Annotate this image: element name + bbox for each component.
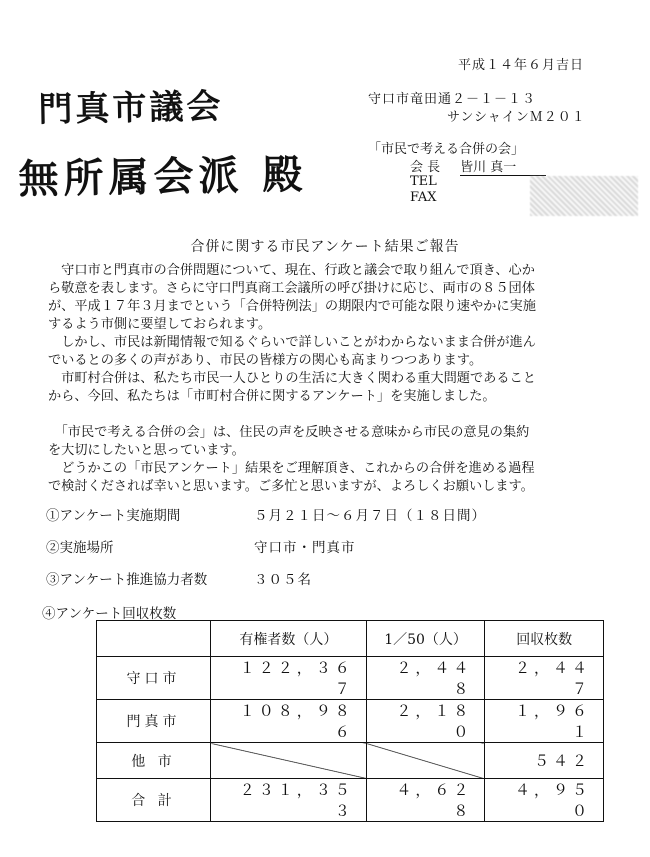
cell-fraction: ２，４４８ [366, 657, 485, 700]
body-line: ら敬意を表します。さらに守口門真商工会議所の呼び掛けに応じ、両市の８５団体 [48, 281, 535, 296]
survey-item-period [46, 504, 486, 524]
table-header-row [97, 621, 604, 657]
row-label: 門真市 [97, 700, 211, 743]
body-line: 「市民で考える合併の会」は、住民の声を反映させる意味から市民の意見の集約 [48, 425, 530, 440]
cell-voters-empty [211, 743, 367, 779]
body-line: 市町村合併は、私たち市民一人ひとりの生活に大きく関わる重大問題であること [48, 371, 536, 386]
addressee-line1: 門真市議会 [38, 86, 224, 130]
body-line: するよう市側に要望しておられます。 [48, 317, 272, 332]
column-header-collected: 回収枚数 [485, 621, 604, 657]
item-value: ３０５名 [254, 572, 312, 588]
row-label: 他 市 [97, 743, 211, 779]
sender-organization: 「市民で考える合併の会」 [368, 142, 525, 157]
cell-fraction: ４，６２８ [366, 779, 485, 822]
item-label: ④アンケート回収枚数 [42, 606, 177, 622]
chair-row [410, 156, 546, 176]
item-label: ③アンケート推進協力者数 [46, 572, 208, 588]
cell-voters: １２２，３６７ [211, 657, 367, 700]
body-line: で検討くだされば幸いと思います。ご多忙と思いますが、よろしくお願いします。 [48, 479, 534, 494]
row-label: 守口市 [97, 657, 211, 700]
item-label: ②実施場所 [46, 540, 114, 556]
body-line: 守口市と門真市の合併問題について、現在、行政と議会で取り組んで頂き、心か [48, 263, 535, 278]
body-line: を大切にしたいと思っています。 [48, 443, 245, 458]
cell-collected: ５４２ [485, 743, 604, 779]
fax-label: FAX [410, 190, 437, 205]
sender-address-line2: サンシャインＭ２０１ [447, 110, 586, 125]
body-text [48, 262, 608, 496]
cell-fraction: ２，１８０ [366, 700, 485, 743]
body-line: どうかこの「市民アンケート」結果をご理解頂き、これからの合併を進める過程 [48, 461, 535, 476]
column-header-fraction: 1／50（人） [366, 621, 485, 657]
survey-item-cooperators [46, 568, 312, 588]
body-line: から、今回、私たちは「市町村合併に関するアンケート」を実施しました。 [48, 389, 496, 404]
body-line: が、平成１７年３月までという「合併特例法」の期限内で可能な限り速やかに実施 [48, 299, 536, 314]
cell-collected: ４，９５０ [485, 779, 604, 822]
results-table [96, 620, 604, 822]
cell-collected: １，９６１ [485, 700, 604, 743]
redacted-contact-area [530, 176, 638, 216]
table-row-total [97, 779, 604, 822]
chair-label: 会 長 [410, 160, 441, 175]
table-row [97, 700, 604, 743]
item-value: ５月２１日～６月７日（１８日間） [254, 508, 486, 524]
tel-label: TEL [410, 174, 437, 189]
cell-fraction-empty [366, 743, 485, 779]
table-corner-cell [97, 621, 211, 657]
document-date: 平成１４年６月吉日 [458, 58, 585, 73]
body-line: しかし、市民は新聞情報で知るぐらいで詳しいことがわからないまま合併が進ん [48, 335, 536, 350]
row-label: 合 計 [97, 779, 211, 822]
item-value: 守口市・門真市 [254, 540, 356, 556]
table-row [97, 743, 604, 779]
cell-collected: ２，４４７ [485, 657, 604, 700]
chair-name: 皆川 真一 [460, 156, 546, 176]
cell-voters: ２３１，３５３ [211, 779, 367, 822]
column-header-voters: 有権者数（人） [211, 621, 367, 657]
body-line: でいるとの多くの声があり、市民の皆様方の関心も高まりつつあります。 [48, 353, 483, 368]
body-line [48, 406, 608, 424]
table-row [97, 657, 604, 700]
survey-item-location [46, 536, 356, 556]
sender-address-line1: 守口市竜田通２－１－１３ [368, 92, 537, 107]
document-title: 合併に関する市民アンケート結果ご報告 [190, 239, 460, 255]
addressee-line2: 無所属会派 殿 [18, 151, 308, 203]
survey-item-collected [42, 602, 176, 622]
item-label: ①アンケート実施期間 [46, 508, 181, 524]
cell-voters: １０８，９８６ [211, 700, 367, 743]
